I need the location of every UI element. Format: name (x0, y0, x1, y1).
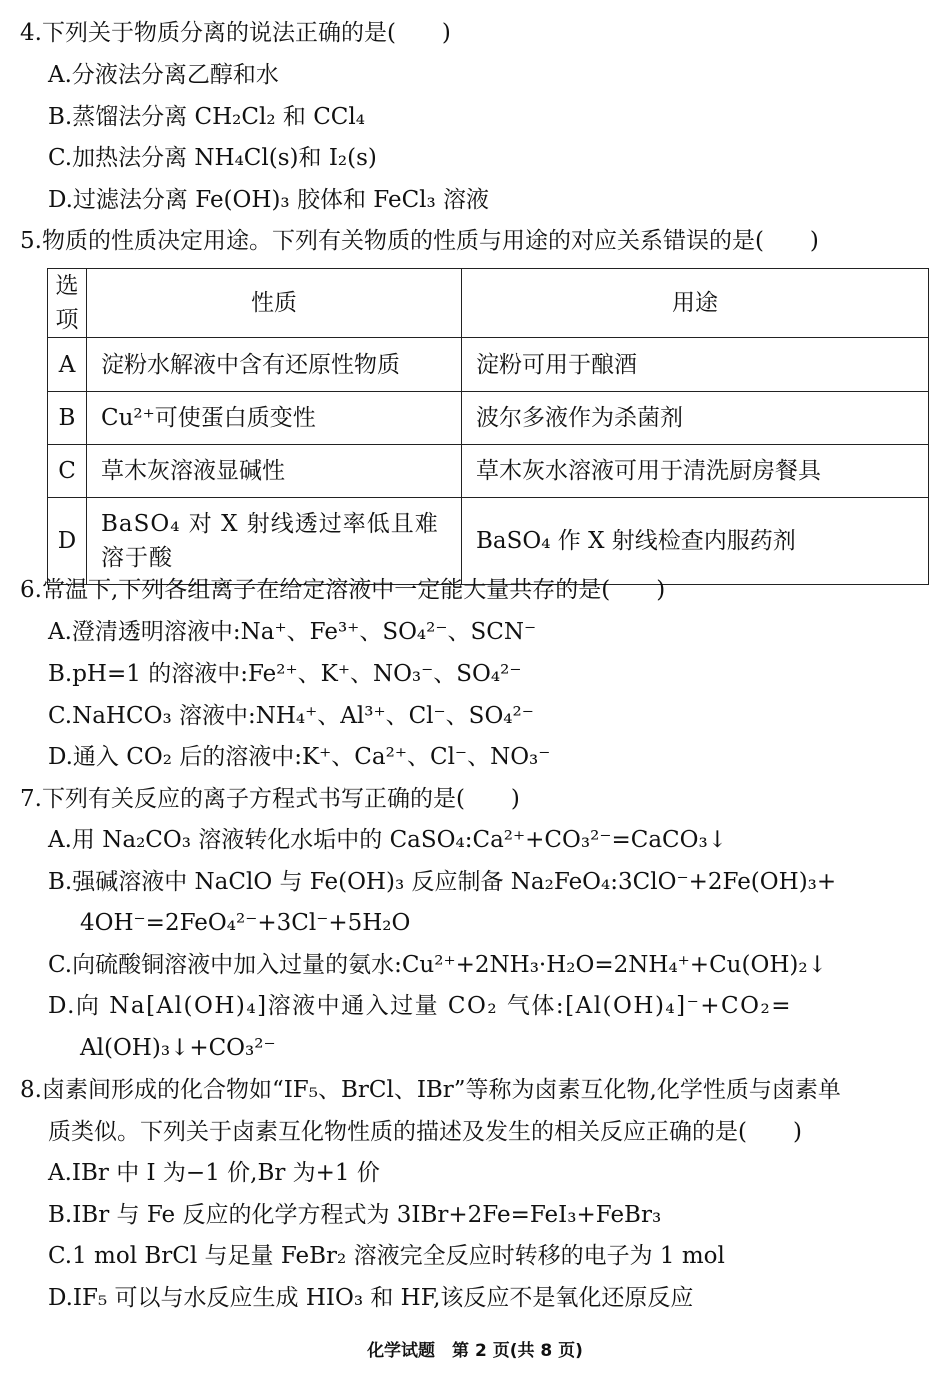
q4-option-b: B.蒸馏法分离 CH₂Cl₂ 和 CCl₄ (48, 104, 365, 130)
question-5-stem: 5.物质的性质决定用途。下列有关物质的性质与用途的对应关系错误的是( ) (20, 228, 819, 254)
row-key: A (48, 338, 87, 392)
row-property: 淀粉水解液中含有还原性物质 (87, 338, 462, 392)
q8-option-b: B.IBr 与 Fe 反应的化学方程式为 3IBr+2Fe=FeI₃+FeBr₃ (48, 1202, 662, 1228)
row-use: BaSO₄ 作 X 射线检查内服药剂 (462, 498, 929, 585)
q8-option-a: A.IBr 中 I 为−1 价,Br 为+1 价 (48, 1160, 380, 1186)
page-footer: 化学试题 第 2 页(共 8 页) (367, 1341, 583, 1361)
q6-option-b: B.pH=1 的溶液中:Fe²⁺、K⁺、NO₃⁻、SO₄²⁻ (48, 661, 522, 687)
q7-option-a: A.用 Na₂CO₃ 溶液转化水垢中的 CaSO₄:Ca²⁺+CO₃²⁻=CaCO₃↓ (48, 827, 727, 853)
q6-option-c: C.NaHCO₃ 溶液中:NH₄⁺、Al³⁺、Cl⁻、SO₄²⁻ (48, 703, 534, 729)
row-property: Cu²⁺可使蛋白质变性 (87, 392, 462, 445)
row-key: D (48, 498, 87, 585)
q5-table (47, 268, 929, 585)
q7-option-d-cont: Al(OH)₃↓+CO₃²⁻ (80, 1035, 276, 1061)
table-header-row (48, 269, 929, 338)
table-row (48, 498, 929, 585)
q4-option-a: A.分液法分离乙醇和水 (48, 62, 279, 88)
question-8-stem: 8.卤素间形成的化合物如“IF₅、BrCl、IBr”等称为卤素互化物,化学性质与卤素单 (20, 1077, 841, 1103)
row-key: B (48, 392, 87, 445)
header-property: 性质 (87, 269, 462, 338)
q7-option-c: C.向硫酸铜溶液中加入过量的氨水:Cu²⁺+2NH₃·H₂O=2NH₄⁺+Cu(OH)₂↓ (48, 952, 827, 978)
q4-option-c: C.加热法分离 NH₄Cl(s)和 I₂(s) (48, 145, 377, 171)
row-use: 波尔多液作为杀菌剂 (462, 392, 929, 445)
question-4-stem: 4.下列关于物质分离的说法正确的是( ) (20, 20, 451, 46)
q8-option-c: C.1 mol BrCl 与足量 FeBr₂ 溶液完全反应时转移的电子为 1 mol (48, 1243, 725, 1269)
row-use: 淀粉可用于酿酒 (462, 338, 929, 392)
row-key: C (48, 445, 87, 498)
header-use: 用途 (462, 269, 929, 338)
q4-option-d: D.过滤法分离 Fe(OH)₃ 胶体和 FeCl₃ 溶液 (48, 187, 490, 213)
q7-option-d: D.向 Na[Al(OH)₄]溶液中通入过量 CO₂ 气体:[Al(OH)₄]⁻+CO₂= (48, 993, 792, 1019)
q6-option-a: A.澄清透明溶液中:Na⁺、Fe³⁺、SO₄²⁻、SCN⁻ (48, 619, 537, 645)
question-6-stem: 6.常温下,下列各组离子在给定溶液中一定能大量共存的是( ) (20, 577, 666, 603)
q7-option-b-cont: 4OH⁻=2FeO₄²⁻+3Cl⁻+5H₂O (80, 910, 411, 936)
question-8-stem-cont: 质类似。下列关于卤素互化物性质的描述及发生的相关反应正确的是( ) (48, 1119, 802, 1145)
row-property: 草木灰溶液显碱性 (87, 445, 462, 498)
q8-option-d: D.IF₅ 可以与水反应生成 HIO₃ 和 HF,该反应不是氧化还原反应 (48, 1285, 694, 1311)
table-row (48, 392, 929, 445)
header-option: 选项 (48, 269, 87, 338)
row-property: BaSO₄ 对 X 射线透过率低且难溶于酸 (87, 498, 462, 585)
q7-option-b: B.强碱溶液中 NaClO 与 Fe(OH)₃ 反应制备 Na₂FeO₄:3ClO⁻+2Fe(OH)₃+ (48, 869, 837, 895)
table-row (48, 445, 929, 498)
question-7-stem: 7.下列有关反应的离子方程式书写正确的是( ) (20, 786, 520, 812)
row-use: 草木灰水溶液可用于清洗厨房餐具 (462, 445, 929, 498)
table-row (48, 338, 929, 392)
q6-option-d: D.通入 CO₂ 后的溶液中:K⁺、Ca²⁺、Cl⁻、NO₃⁻ (48, 744, 551, 770)
